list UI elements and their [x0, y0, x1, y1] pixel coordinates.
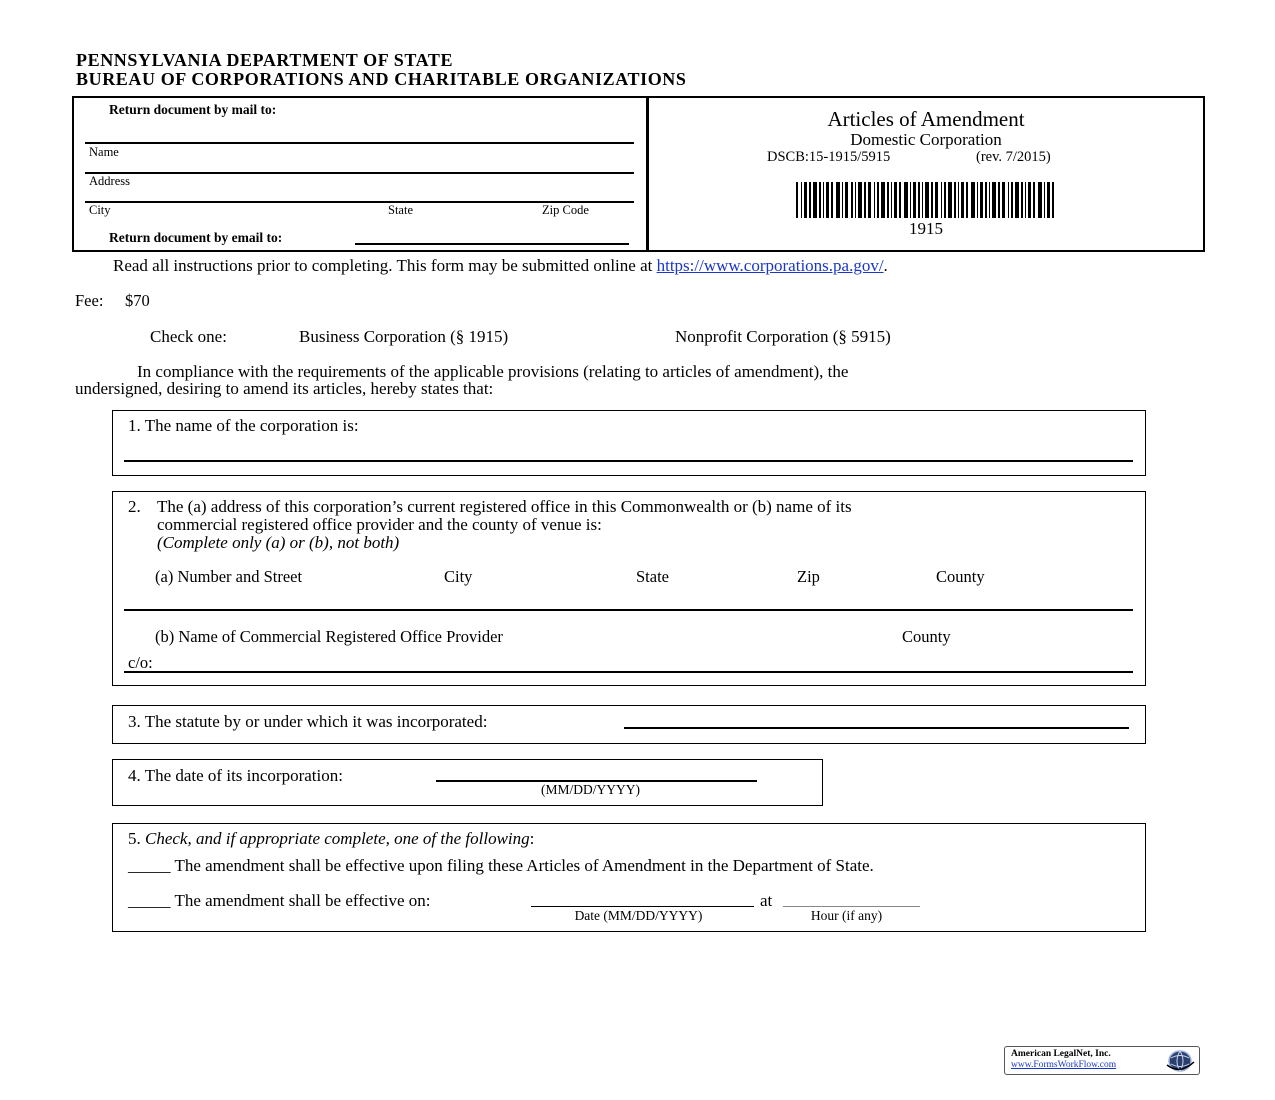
option-effective-date-blank[interactable]: _____ [128, 891, 171, 910]
fee-amount: $70 [125, 291, 150, 310]
address-label: Address [89, 174, 130, 188]
globe-icon [1164, 1049, 1196, 1073]
section-2-line-2: commercial registered office provider and the county of venue is: [157, 515, 602, 534]
corporation-name-line[interactable] [124, 460, 1133, 462]
email-line[interactable] [355, 243, 629, 245]
zip-label: Zip Code [542, 203, 589, 217]
dept-title: PENNSYLVANIA DEPARTMENT OF STATE [76, 50, 454, 70]
return-address-box [72, 96, 648, 252]
section-2-number: 2. [128, 497, 141, 516]
effective-hour-label: Hour (if any) [810, 908, 883, 923]
corporations-link[interactable]: https://www.corporations.pa.gov/ [656, 256, 884, 275]
section-5-heading [128, 829, 534, 849]
provider-line[interactable] [124, 671, 1133, 673]
bureau-title: BUREAU OF CORPORATIONS AND CHARITABLE ORGANIZATIONS [76, 69, 687, 89]
option-upon-filing-blank[interactable]: _____ [128, 856, 171, 875]
state-label: State [388, 203, 413, 217]
statute-line[interactable] [624, 727, 1129, 729]
barcode-icon [796, 182, 1054, 218]
section-5-number: 5. [128, 829, 141, 848]
check-one-label: Check one: [150, 327, 227, 346]
compliance-line-1: In compliance with the requirements of the applicable provisions (relating to articles of amendment), the [137, 362, 849, 381]
section-2-line-1: The (a) address of this corporation’s current registered office in this Commonwealth or (b) name of its [157, 497, 852, 516]
zip-column-label: Zip [797, 567, 820, 586]
form-subtitle: Domestic Corporation [850, 130, 1002, 149]
effective-date-label: Date (MM/DD/YYYY) [574, 908, 703, 923]
section-5-heading-text: Check, and if appropriate complete, one of the following [145, 829, 530, 848]
option-upon-filing[interactable] [128, 856, 874, 876]
option-effective-date-text: The amendment shall be effective on: [174, 891, 431, 910]
city-label: City [89, 203, 111, 217]
option-upon-filing-text: The amendment shall be effective upon filing these Articles of Amendment in the Department of State. [174, 856, 874, 875]
registered-office-line[interactable] [124, 609, 1133, 611]
option-effective-date[interactable] [128, 891, 430, 911]
state-column-label: State [636, 567, 669, 586]
instructions-period: . [883, 256, 888, 275]
name-label: Name [89, 145, 119, 159]
section-1-text: 1. The name of the corporation is: [128, 416, 359, 435]
street-label: (a) Number and Street [155, 567, 303, 586]
form-title: Articles of Amendment [827, 107, 1025, 131]
care-of-label: c/o: [128, 653, 153, 672]
city-column-label: City [444, 567, 473, 586]
provider-label: (b) Name of Commercial Registered Office Provider [155, 627, 503, 646]
barcode-number: 1915 [909, 219, 943, 238]
section-5-colon: : [529, 829, 535, 848]
nonprofit-corporation-option[interactable]: Nonprofit Corporation (§ 5915) [675, 327, 891, 346]
legalnet-company: American LegalNet, Inc. [1011, 1049, 1111, 1059]
section-4-text: 4. The date of its incorporation: [128, 766, 343, 785]
name-line[interactable] [85, 142, 634, 144]
mail-label: Return document by mail to: [109, 102, 277, 117]
form-revision: (rev. 7/2015) [976, 149, 1051, 165]
date-format-label: (MM/DD/YYYY) [541, 782, 640, 797]
county-column-label: County [936, 567, 985, 586]
instructions [113, 256, 888, 276]
address-line[interactable] [85, 172, 634, 174]
fee-label: Fee: [75, 291, 104, 310]
business-corporation-option[interactable]: Business Corporation (§ 1915) [299, 327, 509, 346]
compliance-line-2: undersigned, desiring to amend its articles, hereby states that: [75, 379, 494, 398]
section-3-text: 3. The statute by or under which it was incorporated: [128, 712, 488, 731]
instructions-text: Read all instructions prior to completing. This form may be submitted online at [113, 256, 653, 275]
provider-county-label: County [902, 627, 951, 646]
section-2-note: (Complete only (a) or (b), not both) [157, 533, 400, 552]
effective-date-line[interactable] [531, 906, 754, 907]
email-label: Return document by email to: [109, 230, 283, 245]
effective-hour-line[interactable] [783, 906, 920, 907]
at-label: at [760, 891, 773, 910]
legalnet-url[interactable]: www.FormsWorkFlow.com [1011, 1060, 1117, 1070]
form-code: DSCB:15-1915/5915 [767, 149, 891, 165]
